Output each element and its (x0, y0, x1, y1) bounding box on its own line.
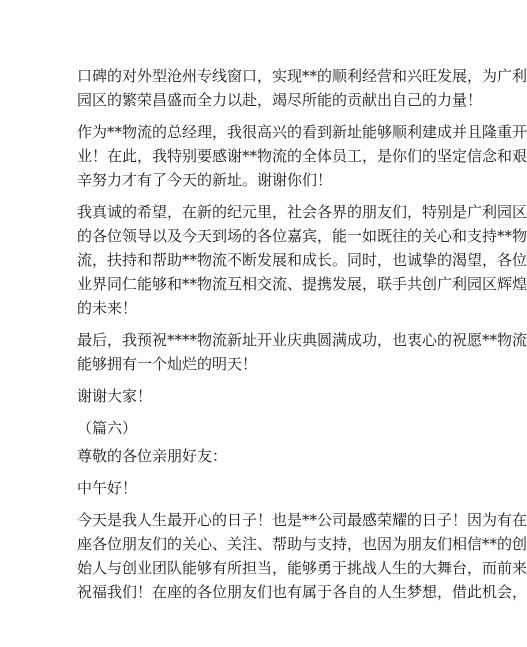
text-line: 流，扶持和帮助**物流不断发展和成长。同时，也诚挚的渴望，各位 (77, 251, 527, 269)
paragraph-2 (77, 120, 527, 192)
text-line: 中午好！ (77, 479, 138, 497)
text-line: 业！在此，我特别要感谢**物流的全体员工，是你们的坚定信念和艰 (77, 147, 527, 165)
paragraph-3 (77, 200, 527, 320)
text-line: 最后，我预祝****物流新址开业庆典圆满成功，也衷心的祝愿**物流 (77, 331, 527, 349)
paragraph-9 (77, 508, 527, 604)
paragraph-5 (77, 384, 433, 408)
text-line: 尊敬的各位亲朋好友： (77, 447, 228, 465)
text-line: 能够拥有一个灿烂的明天！ (77, 355, 258, 373)
text-line: 作为**物流的总经理，我很高兴的看到新址能够顺利建成并且隆重开 (77, 123, 527, 141)
text-line: 我真诚的希望，在新的纪元里，社会各界的朋友们，特别是广利园区 (77, 203, 527, 221)
document-body (77, 64, 527, 612)
text-line: 座各位朋友们的关心、关注、帮助与支持，也因为朋友们相信**的创 (77, 535, 527, 553)
text-line: 口碑的对外型沧州专线窗口，实现**的顺利经营和兴旺发展，为广利 (77, 67, 527, 85)
text-line: 的各位领导以及今天到场的各位嘉宾，能一如既往的关心和支持**物 (77, 227, 527, 245)
salutation (77, 444, 433, 468)
paragraph-4 (77, 328, 527, 376)
greeting (77, 476, 433, 500)
text-line: 园区的繁荣昌盛而全力以赴，竭尽所能的贡献出自己的力量！ (77, 91, 483, 109)
text-line: 今天是我人生最开心的日子！也是**公司最感荣耀的日子！因为有在 (77, 511, 527, 529)
text-line: 祝福我们！在座的各位朋友们也有属于各自的人生梦想，借此机会， (77, 583, 527, 601)
text-line: 业界同仁能够和**物流互相交流、提携发展，联手共创广利园区辉煌 (77, 275, 527, 293)
text-line: 辛努力才有了今天的新址。谢谢你们！ (77, 171, 333, 189)
paragraph-1 (77, 64, 527, 112)
section-heading (77, 416, 433, 440)
text-line: 的未来！ (77, 299, 138, 317)
text-line: 谢谢大家！ (77, 387, 153, 405)
text-line: （篇六） (77, 419, 138, 437)
text-line: 始人与创业团队能够有所担当，能够勇于挑战人生的大舞台，而前来 (77, 559, 527, 577)
